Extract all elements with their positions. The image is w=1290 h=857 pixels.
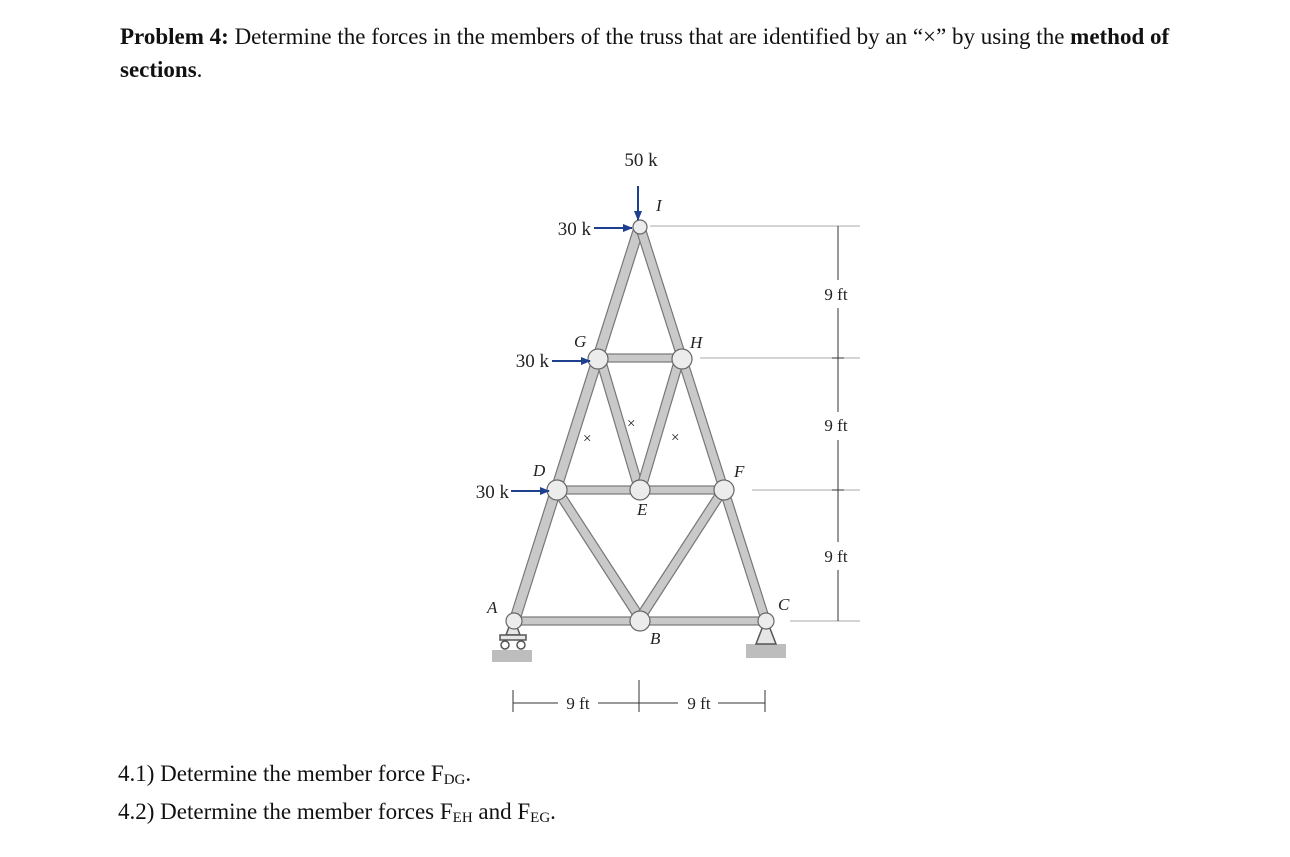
node-label-d: D: [533, 461, 546, 480]
member-mark-eh: ×: [671, 430, 680, 446]
load-label-g: 30 k: [515, 351, 549, 372]
question-4-2-period: .: [550, 799, 556, 824]
question-4-2: [118, 796, 556, 834]
subscript-eg: EG: [530, 810, 551, 826]
questions: [118, 758, 556, 834]
node-label-a: A: [487, 598, 498, 617]
dim-label-left: 9 ft: [566, 694, 590, 713]
node-label-i: I: [656, 196, 662, 215]
dim-label-top: 9 ft: [824, 285, 848, 304]
load-label-d: 30 k: [475, 482, 509, 503]
horizontal-dimension: [513, 680, 765, 712]
member-mark-dg: ×: [583, 431, 592, 447]
question-4-1-period: .: [465, 761, 472, 786]
problem-label: Problem 4:: [120, 24, 229, 49]
truss-members: [509, 224, 771, 625]
node-label-g: G: [574, 332, 587, 351]
question-4-2-and: and F: [472, 799, 531, 824]
truss-joints: [506, 220, 774, 631]
ground-left: [492, 650, 532, 662]
subscript-dg: DG: [443, 772, 466, 788]
question-4-2-text: 4.2) Determine the member forces F: [118, 799, 453, 824]
node-label-f: F: [734, 462, 745, 481]
node-label-h: H: [690, 333, 703, 352]
question-4-1-text: 4.1) Determine the member force F: [118, 761, 444, 786]
dim-label-right: 9 ft: [687, 694, 711, 713]
dim-label-middle: 9 ft: [824, 416, 848, 435]
node-label-e: E: [637, 500, 648, 519]
dim-label-bottom: 9 ft: [824, 547, 848, 566]
problem-method: method of sections: [120, 24, 1170, 82]
question-4-1: [118, 758, 556, 796]
load-label-i: 30 k: [557, 219, 591, 240]
problem-text: Determine the forces in the members of the truss that are identified by an “×” by using the: [228, 24, 1071, 49]
node-label-c: C: [778, 595, 790, 614]
problem-period: .: [196, 57, 203, 82]
node-label-b: B: [650, 629, 661, 648]
subscript-eh: EH: [452, 810, 473, 826]
load-label-top: 50 k: [624, 150, 658, 171]
ground-right: [746, 644, 786, 658]
member-mark-eg: ×: [627, 416, 636, 432]
